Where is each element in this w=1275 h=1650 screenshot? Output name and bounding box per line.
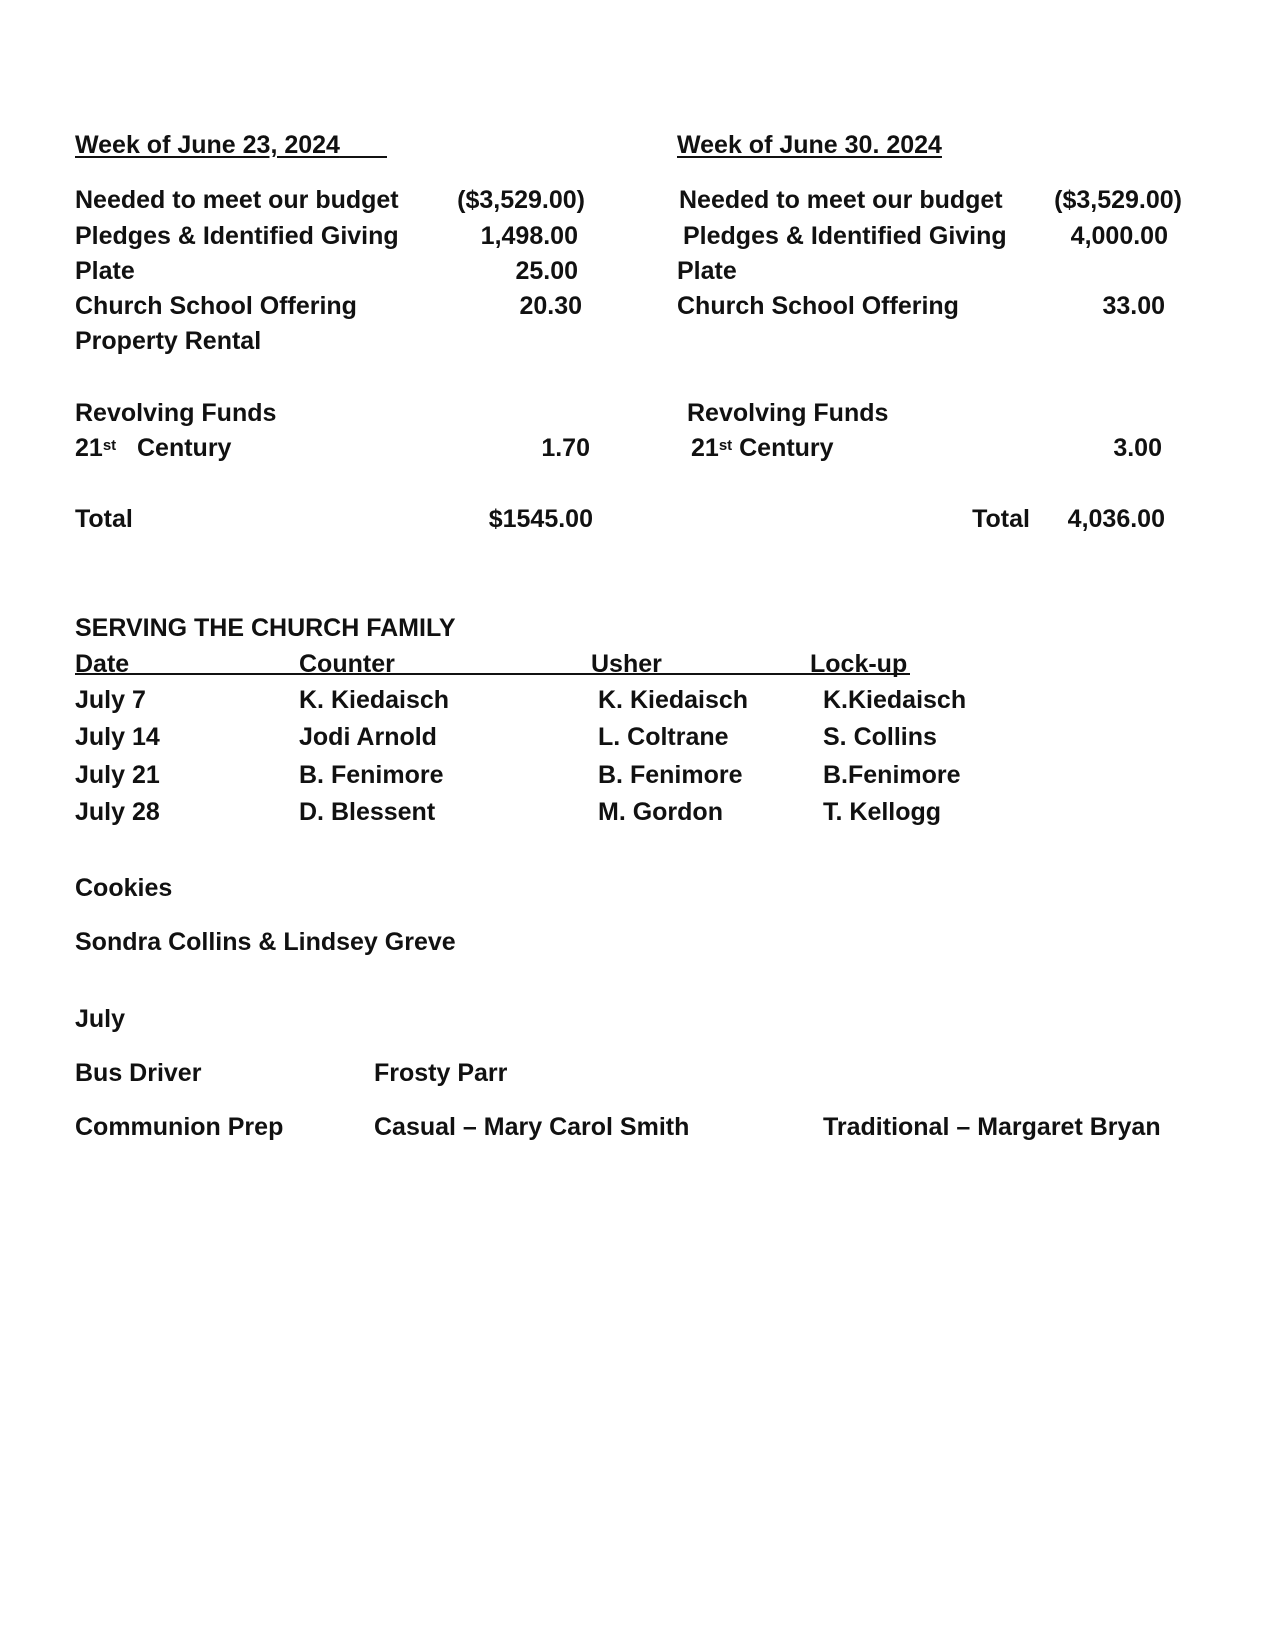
serving-row-lockup: S. Collins: [823, 723, 937, 751]
week1-century-num: 21: [75, 434, 103, 462]
serving-header-usher: Usher: [591, 650, 662, 678]
week2-century-label: [691, 433, 834, 463]
week1-heading: Week of June 23, 2024: [75, 131, 340, 159]
week2-needed-label: Needed to meet our budget: [679, 186, 1003, 214]
serving-header-underline: [75, 673, 910, 675]
week1-needed-value: ($3,529.00): [457, 186, 585, 214]
serving-header-lockup: Lock-up: [810, 650, 908, 678]
week2-revolving-label: Revolving Funds: [687, 399, 889, 427]
week1-revolving-label: Revolving Funds: [75, 399, 277, 427]
cookies-label: Cookies: [75, 874, 173, 902]
serving-row-date: July 28: [75, 798, 160, 826]
week2-pledges-label: Pledges & Identified Giving: [683, 222, 1007, 250]
bus-driver-label: Bus Driver: [75, 1059, 202, 1087]
cookies-names: Sondra Collins & Lindsey Greve: [75, 928, 456, 956]
bus-driver-name: Frosty Parr: [374, 1059, 508, 1087]
week1-rental-label: Property Rental: [75, 327, 262, 355]
serving-row-counter: K. Kiedaisch: [299, 686, 450, 714]
serving-row-usher: K. Kiedaisch: [598, 686, 749, 714]
serving-row-counter: B. Fenimore: [299, 761, 444, 789]
serving-row-counter: Jodi Arnold: [299, 723, 437, 751]
week1-total-label: Total: [75, 505, 133, 533]
serving-title: SERVING THE CHURCH FAMILY: [75, 614, 456, 642]
serving-row-usher: M. Gordon: [598, 798, 723, 826]
week1-century-label: [75, 433, 231, 463]
week1-school-value: 20.30: [519, 292, 582, 320]
week2-century-num: 21: [691, 434, 719, 462]
serving-row-usher: B. Fenimore: [598, 761, 743, 789]
communion-traditional: Traditional – Margaret Bryan: [823, 1113, 1161, 1141]
week2-school-value: 33.00: [1102, 292, 1165, 320]
week2-total-value: 4,036.00: [1067, 505, 1165, 533]
week2-needed-value: ($3,529.00): [1054, 186, 1182, 214]
week1-century-word: Century: [137, 434, 232, 462]
week1-school-label: Church School Offering: [75, 292, 357, 320]
week1-plate-value: 25.00: [515, 257, 578, 285]
week2-century-word: Century: [739, 434, 834, 462]
week1-pledges-label: Pledges & Identified Giving: [75, 222, 399, 250]
serving-row-lockup: T. Kellogg: [823, 798, 942, 826]
week1-total-value: $1545.00: [488, 505, 593, 533]
serving-row-lockup: B.Fenimore: [823, 761, 961, 789]
week1-heading-underline-extension: [340, 156, 387, 158]
week2-heading: Week of June 30. 2024: [677, 131, 942, 159]
week1-century-sup: st: [102, 437, 117, 454]
serving-row-date: July 7: [75, 686, 146, 714]
serving-header-counter: Counter: [299, 650, 395, 678]
week2-total-label: Total: [972, 505, 1030, 533]
serving-row-lockup: K.Kiedaisch: [823, 686, 967, 714]
serving-row-usher: L. Coltrane: [598, 723, 729, 751]
communion-casual: Casual – Mary Carol Smith: [374, 1113, 690, 1141]
july-label: July: [75, 1005, 126, 1033]
week2-plate-label: Plate: [677, 257, 737, 285]
week1-pledges-value: 1,498.00: [480, 222, 578, 250]
week1-plate-label: Plate: [75, 257, 135, 285]
serving-row-date: July 21: [75, 761, 160, 789]
week2-pledges-value: 4,000.00: [1070, 222, 1168, 250]
week1-century-value: 1.70: [541, 434, 590, 462]
week2-century-value: 3.00: [1113, 434, 1162, 462]
week1-needed-label: Needed to meet our budget: [75, 186, 399, 214]
week2-century-sup: st: [718, 437, 733, 454]
serving-header-date: Date: [75, 650, 130, 678]
serving-row-counter: D. Blessent: [299, 798, 436, 826]
week2-school-label: Church School Offering: [677, 292, 959, 320]
serving-row-date: July 14: [75, 723, 160, 751]
communion-prep-label: Communion Prep: [75, 1113, 284, 1141]
